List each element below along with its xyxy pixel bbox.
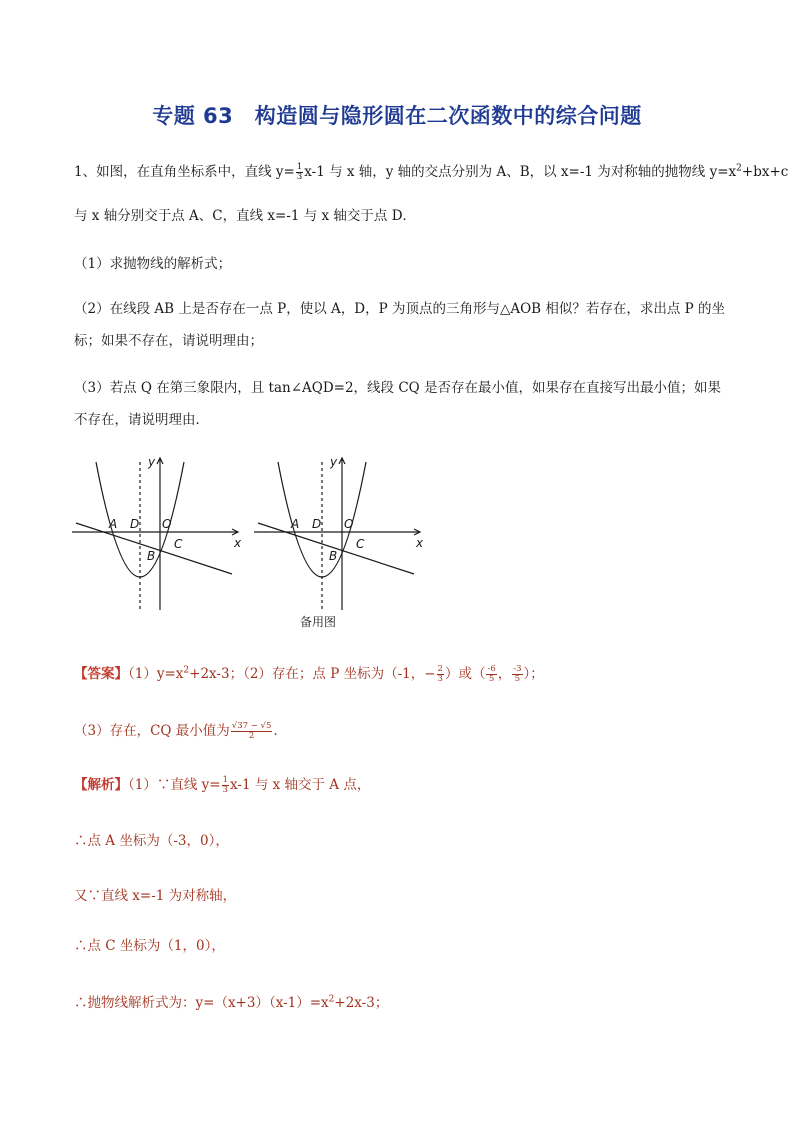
- label-x: x: [234, 536, 242, 550]
- label-d: D: [130, 517, 140, 531]
- label-a: A: [109, 517, 118, 531]
- label-x: x: [416, 536, 424, 550]
- figure-caption: 备用图: [300, 615, 337, 629]
- answer-line-2: （3）存在，CQ 最小值为 $\frac{√37 - √5}{2}$ .: [74, 721, 278, 741]
- question-2-line-1: （2）在线段 AB 上是否存在一点 P，使以 A，D，P 为顶点的三角形与△AOB 相似？若存在，求出点 P 的坐: [74, 301, 726, 317]
- figure-main: [66, 452, 246, 612]
- problem-text: 1、如图，在直角坐标系中，直线 y=: [74, 164, 295, 180]
- label-b: B: [147, 549, 156, 563]
- fraction: $\frac{-6}{5}$: [487, 664, 496, 684]
- question-2-line-2: 标；如果不存在，请说明理由；: [74, 333, 263, 349]
- analysis-line-2: ∴点 A 坐标为（-3，0），: [74, 833, 229, 849]
- figure-backup: [248, 452, 428, 612]
- analysis-tag: 【解析】: [74, 777, 128, 793]
- analysis-line-1: 【解析】（1）∵直线 y= $\frac{1}{3}$ x-1 与 x 轴交于 A 点，: [74, 775, 371, 795]
- question-3-line-1: （3）若点 Q 在第三象限内，且 tan∠AQD=2，线段 CQ 是否存在最小值，如果存在直接写出最小值；如果: [74, 380, 722, 396]
- analysis-line-3: 又∵直线 x=-1 为对称轴，: [74, 888, 237, 904]
- answer-tag: 【答案】: [74, 666, 128, 682]
- fraction: $\frac{-3}{5}$: [513, 664, 522, 684]
- answer-line-1: 【答案】$(1)y=x^2+2x-3$；（2）存在；点 P 坐标为（-1，− $\frac{2}{3}$ ）或（ $\frac{-6}{5}$ ， $\frac{-3}{5}$ ）；: [74, 664, 544, 684]
- label-d: D: [312, 517, 322, 531]
- question-1: （1）求抛物线的解析式；: [74, 256, 232, 272]
- analysis-line-4: ∴点 C 坐标为（1，0），: [74, 938, 225, 954]
- problem-text: x-1 与 x 轴，y 轴的交点分别为 A、B，以 x=-1 为对称轴的抛物线 y=x: [304, 164, 737, 180]
- fraction: $\frac{2}{3}$: [437, 664, 443, 684]
- label-o: O: [344, 517, 354, 531]
- label-y: y: [148, 455, 156, 469]
- fraction: $\frac{√37 - √5}{2}$: [231, 721, 272, 741]
- label-b: B: [329, 549, 338, 563]
- fraction: $\frac{1}{3}$: [296, 162, 303, 182]
- problem-line-2: 与 x 轴分别交于点 A、C，直线 x=-1 与 x 轴交于点 D．: [74, 208, 417, 224]
- problem-line-1: 1、如图，在直角坐标系中，直线 y= $\frac{1}{3}$ x-1 与 x 轴，y 轴的交点分别为 A、B，以 x=-1 为对称轴的抛物线 $y=x^2+bx+c$: [74, 162, 789, 182]
- label-c: C: [174, 537, 183, 551]
- label-c: C: [356, 537, 365, 551]
- analysis-line-5: ∴抛物线解析式为：$y=(x+3)(x-1)=x^2+2x-3$；: [74, 994, 389, 1011]
- page-title: 专题 63 构造圆与隐形圆在二次函数中的综合问题: [152, 104, 642, 128]
- label-a: A: [291, 517, 300, 531]
- question-3-line-2: 不存在，请说明理由．: [74, 412, 209, 428]
- label-y: y: [330, 455, 338, 469]
- label-o: O: [162, 517, 172, 531]
- fraction: $\frac{1}{3}$: [222, 775, 228, 795]
